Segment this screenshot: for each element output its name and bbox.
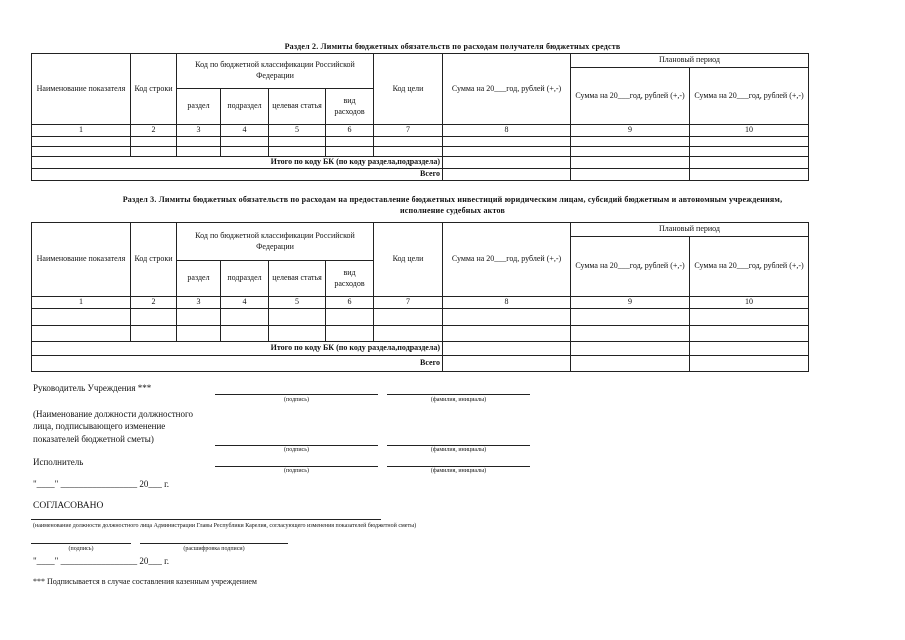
col-number: 2 (131, 125, 177, 137)
decoding-line (140, 543, 288, 544)
col-number: 4 (221, 125, 269, 137)
col-number: 10 (690, 297, 809, 309)
name-caption: (фамилия, инициалы) (430, 447, 487, 453)
col-number: 6 (326, 125, 374, 137)
col-number: 1 (32, 297, 131, 309)
signature-line (215, 466, 378, 467)
header-sum-next2: Сумма на 20___год, рублей (+,-) (690, 237, 809, 297)
col-number: 9 (571, 297, 690, 309)
col-number: 3 (177, 297, 221, 309)
col-number: 8 (443, 297, 571, 309)
header-podrazdel: подраздел (221, 261, 269, 297)
agreed-label: СОГЛАСОВАНО (33, 501, 104, 511)
col-number: 10 (690, 125, 809, 137)
header-bk-code: Код по бюджетной классификации Российской Федерации (177, 223, 374, 261)
col-number: 7 (374, 125, 443, 137)
header-target-article: целевая статья (269, 261, 326, 297)
position-note-line1: (Наименование должности должностного (33, 409, 193, 419)
executor-label: Исполнитель (33, 457, 84, 467)
col-number: 7 (374, 297, 443, 309)
header-row-code: Код строки (131, 223, 177, 297)
date-line: "____" _________________ 20___ г. (33, 556, 170, 566)
header-name: Наименование показателя (32, 223, 131, 297)
header-razdel: раздел (177, 89, 221, 125)
total-bk-label: Итого по коду БК (по коду раздела,подраздела) (32, 341, 443, 355)
signature-caption: (подпись) (284, 468, 309, 474)
header-name: Наименование показателя (32, 54, 131, 125)
col-number: 1 (32, 125, 131, 137)
name-line (387, 394, 530, 395)
header-expense-type: вид расходов (326, 89, 374, 125)
header-expense-type: вид расходов (326, 261, 374, 297)
header-sum-current: Сумма на 20___год, рублей (+,-) (443, 54, 571, 125)
section3-title-line1: Раздел 3. Лимиты бюджетных обязательств по расходам на предоставление бюджетных инвестиций юридическим лицам, субсидий бюджетным и автономным учреждениям, (122, 195, 783, 204)
agreed-position-caption: (наименование должности должностного лица Администрации Главы Республики Карелия, согласующего изменения показателей бюджетной сметы) (33, 523, 417, 529)
signature-caption: (подпись) (284, 447, 309, 453)
section3-table (31, 222, 809, 372)
total-label: Всего (32, 355, 443, 371)
decoding-caption: (расшифровка подписи) (183, 546, 245, 552)
section2-title: Раздел 2. Лимиты бюджетных обязательств по расходам получателя бюджетных средств (284, 42, 621, 51)
header-sum-next2: Сумма на 20___год, рублей (+,-) (690, 68, 809, 125)
total-bk-label: Итого по коду БК (по коду раздела,подраздела) (32, 156, 443, 168)
header-planning-period: Плановый период (571, 54, 809, 68)
signature-caption: (подпись) (284, 397, 309, 403)
col-number: 4 (221, 297, 269, 309)
name-caption: (фамилия, инициалы) (430, 397, 487, 403)
header-goal-code: Код цели (374, 223, 443, 297)
position-note-line3: показателей бюджетной сметы) (33, 434, 154, 444)
signature-line (31, 543, 131, 544)
header-planning-period: Плановый период (571, 223, 809, 237)
header-target-article: целевая статья (269, 89, 326, 125)
table-row (32, 325, 809, 341)
agreed-position-line (31, 519, 381, 520)
header-sum-current: Сумма на 20___год, рублей (+,-) (443, 223, 571, 297)
total-label: Всего (32, 168, 443, 180)
col-number: 8 (443, 125, 571, 137)
name-line (387, 466, 530, 467)
header-razdel: раздел (177, 261, 221, 297)
head-of-institution-label: Руководитель Учреждения *** (33, 383, 152, 393)
col-number: 2 (131, 297, 177, 309)
header-row-code: Код строки (131, 54, 177, 125)
col-number: 9 (571, 125, 690, 137)
col-number: 6 (326, 297, 374, 309)
signature-line (215, 445, 378, 446)
signature-line (215, 394, 378, 395)
header-podrazdel: подраздел (221, 89, 269, 125)
header-sum-next1: Сумма на 20___год, рублей (+,-) (571, 68, 690, 125)
section3-title-line2: исполнение судебных актов (399, 206, 506, 215)
table-row (32, 308, 809, 325)
col-number: 5 (269, 125, 326, 137)
header-bk-code: Код по бюджетной классификации Российской Федерации (177, 54, 374, 89)
table-row (32, 146, 809, 156)
date-line: "____" _________________ 20___ г. (33, 479, 170, 489)
signature-caption: (подпись) (68, 546, 94, 552)
col-number: 3 (177, 125, 221, 137)
header-sum-next1: Сумма на 20___год, рублей (+,-) (571, 237, 690, 297)
table-row (32, 136, 809, 146)
header-goal-code: Код цели (374, 54, 443, 125)
footnote: *** Подписывается в случае составления казенным учреждением (33, 577, 257, 586)
col-number: 5 (269, 297, 326, 309)
name-caption: (фамилия, инициалы) (430, 468, 487, 474)
name-line (387, 445, 530, 446)
section2-table (31, 53, 809, 181)
position-note-line2: лица, подписывающего изменение (33, 421, 166, 431)
